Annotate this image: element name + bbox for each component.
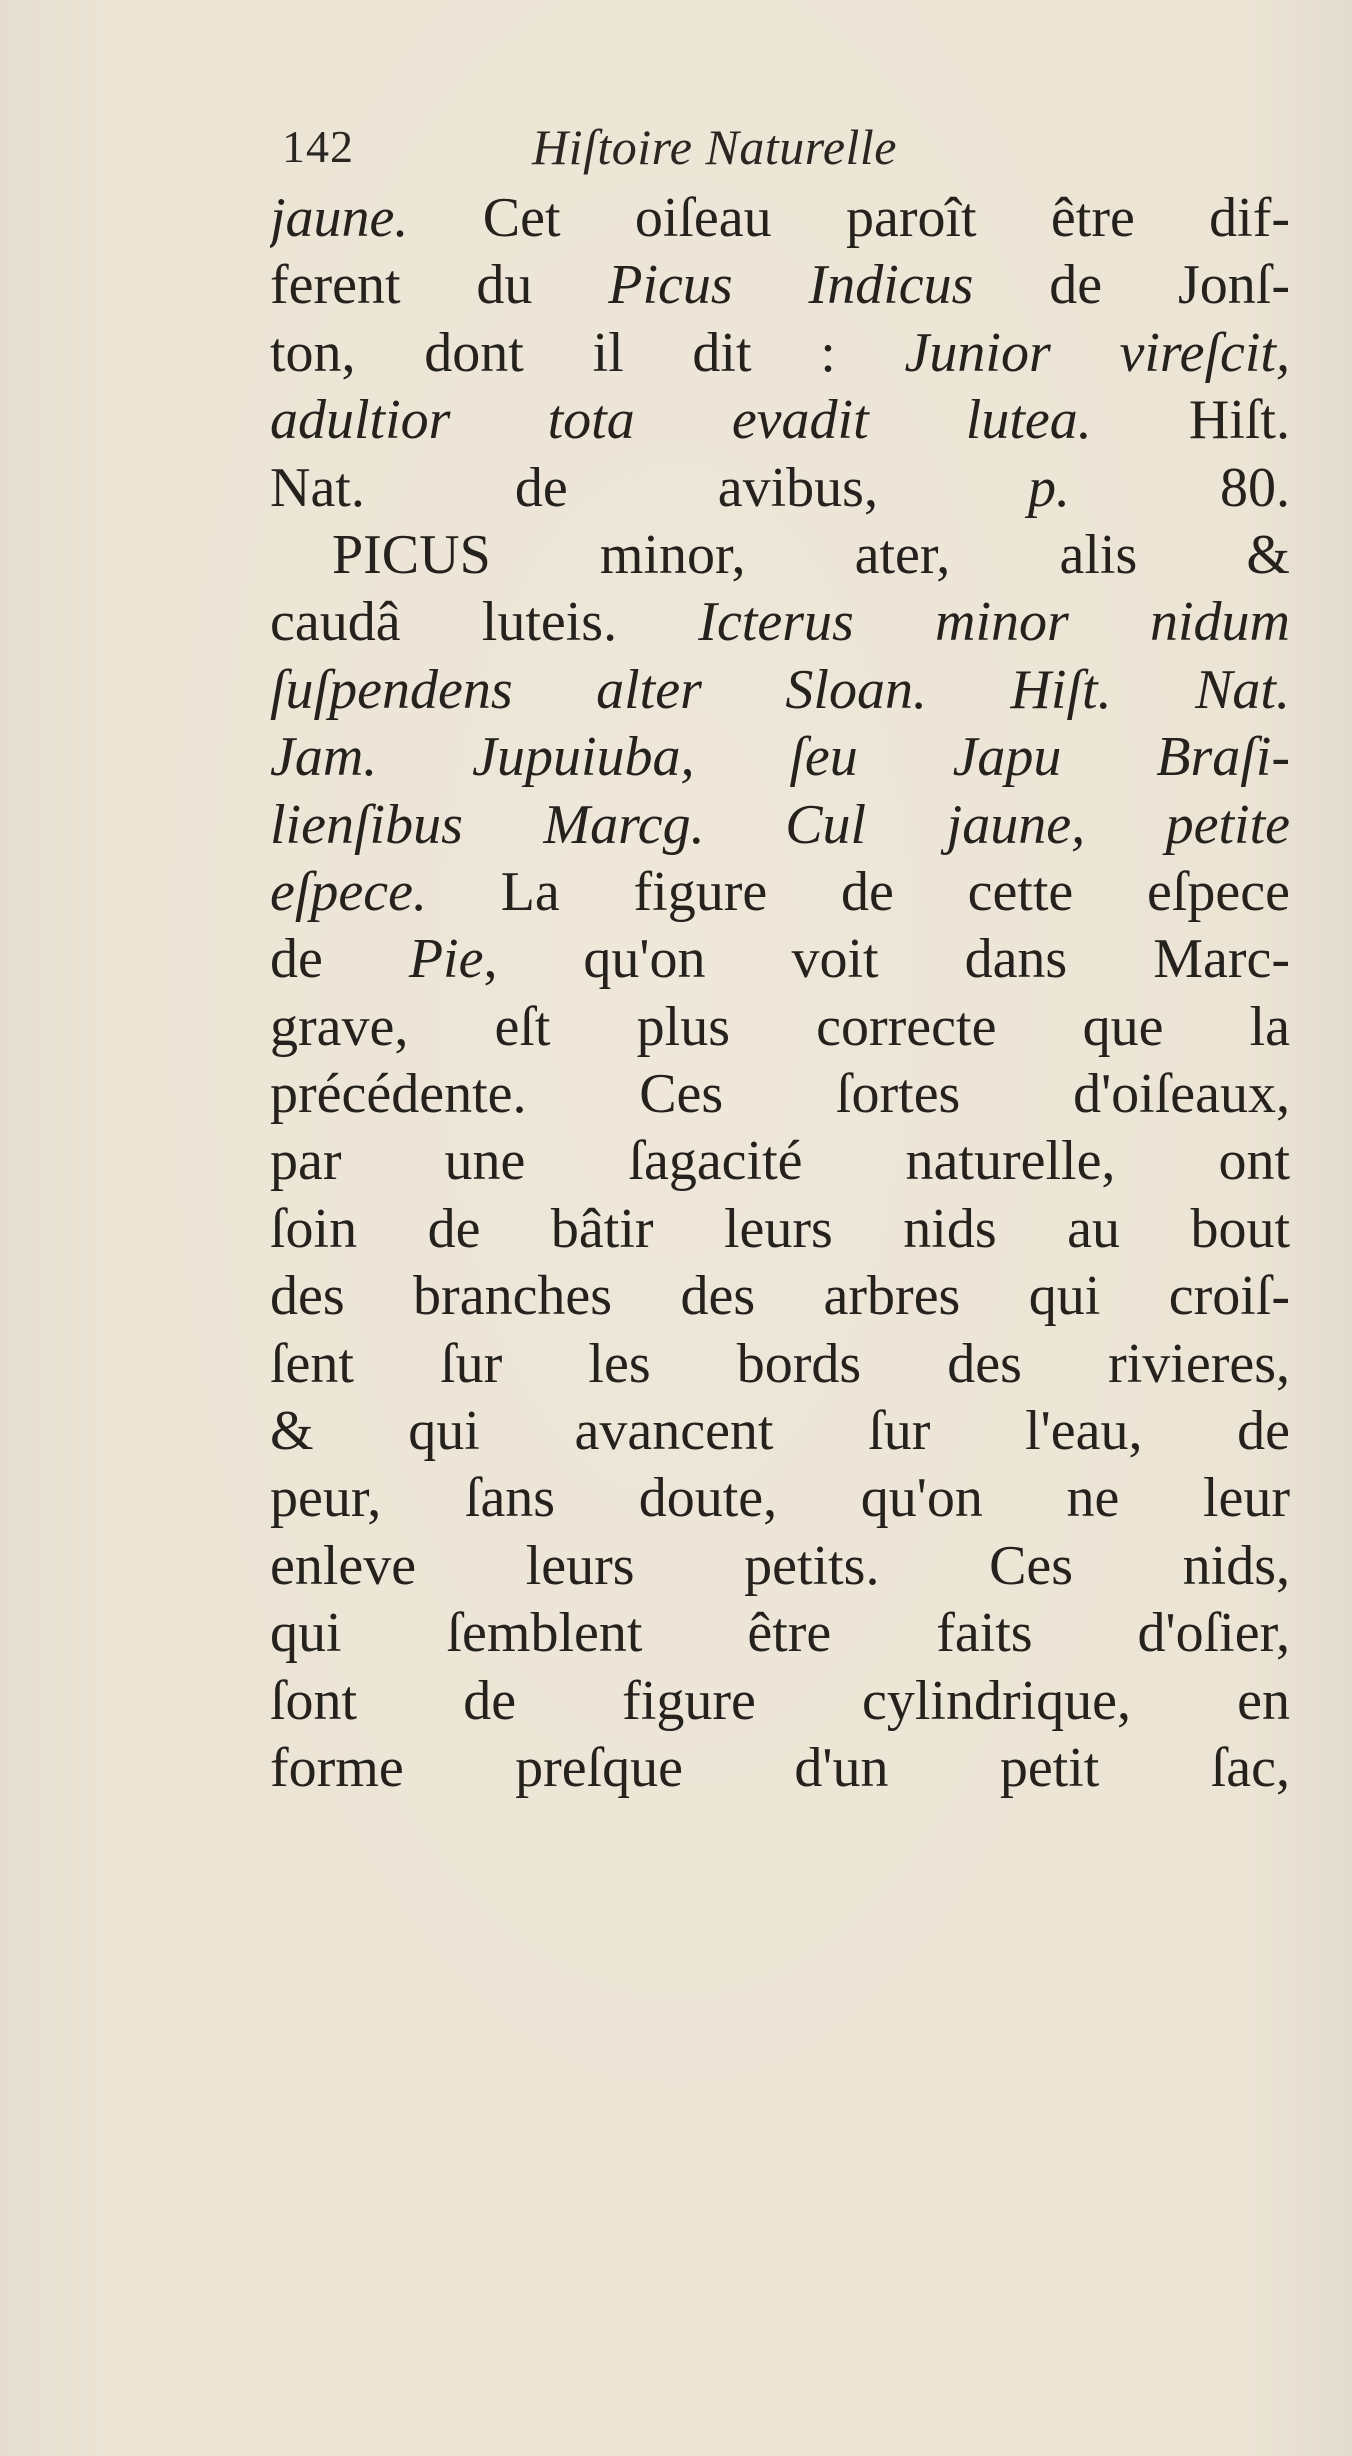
text-line xyxy=(270,994,1290,1061)
text-line xyxy=(270,1600,1290,1667)
text-line xyxy=(270,926,1290,993)
text-run: forme preſque d'un petit ſac, xyxy=(270,1736,1290,1799)
text-run: , qu'on voit dans Marc- xyxy=(483,928,1290,991)
text-run: ſont de figure cylindrique, en xyxy=(270,1669,1290,1732)
text-line xyxy=(270,1533,1290,1600)
text-line xyxy=(270,252,1290,319)
text-run: de xyxy=(270,928,409,991)
text-run: & qui avancent ſur l'eau, de xyxy=(270,1400,1290,1463)
text-run: peur, ſans doute, qu'on ne leur xyxy=(270,1467,1290,1530)
text-line xyxy=(270,320,1290,387)
italic-text-run: lienſibus Marcg. Cul jaune, petite xyxy=(270,793,1290,856)
text-run: ſent ſur les bords des rivieres, xyxy=(270,1332,1290,1395)
italic-text-run: Icterus minor nidum xyxy=(698,591,1290,654)
text-line xyxy=(270,1331,1290,1398)
text-run: 80. xyxy=(1069,456,1290,519)
text-run: qui ſemblent être faits d'oſier, xyxy=(270,1602,1290,1665)
text-line xyxy=(270,185,1290,252)
text-line xyxy=(270,724,1290,791)
text-run: ferent du xyxy=(270,254,609,317)
italic-text-run: Junior vireſcit, xyxy=(904,321,1290,384)
text-run: Cet oiſeau paroît être dif- xyxy=(408,187,1290,249)
italic-text-run: Picus Indicus xyxy=(608,254,974,317)
text-line xyxy=(270,1263,1290,1330)
text-line xyxy=(270,1465,1290,1532)
page-header xyxy=(282,112,1182,182)
body-text xyxy=(270,185,1290,1802)
text-run: des branches des arbres qui croiſ- xyxy=(270,1265,1290,1328)
italic-text-run: Jam. Jupuiuba, ſeu Japu Braſi- xyxy=(270,726,1290,789)
text-line xyxy=(270,859,1290,926)
text-line xyxy=(270,792,1290,859)
text-line xyxy=(270,589,1290,656)
text-line xyxy=(270,522,1290,589)
text-run: caudâ luteis. xyxy=(270,591,699,654)
text-line xyxy=(270,387,1290,454)
text-run: ton, dont il dit : xyxy=(270,321,905,384)
text-line xyxy=(270,455,1290,522)
text-run: de Jonſ- xyxy=(973,254,1290,317)
text-line xyxy=(270,1398,1290,1465)
text-run: Nat. de avibus, xyxy=(270,456,1028,519)
text-line xyxy=(270,1735,1290,1802)
text-run: PICUS minor, ater, alis & xyxy=(332,523,1290,586)
text-line xyxy=(270,1128,1290,1195)
page-number: 142 xyxy=(282,121,354,172)
text-run: enleve leurs petits. Ces nids, xyxy=(270,1534,1290,1597)
text-run: grave, eſt plus correcte que la xyxy=(270,995,1290,1058)
text-run: ſoin de bâtir leurs nids au bout xyxy=(270,1197,1290,1260)
italic-text-run: adultior tota evadit lutea. xyxy=(270,389,1092,452)
italic-text-run: jaune. xyxy=(270,187,409,249)
text-line xyxy=(270,1196,1290,1263)
text-run: par une ſagacité naturelle, ont xyxy=(270,1130,1290,1193)
text-line xyxy=(270,1061,1290,1128)
text-line xyxy=(270,1668,1290,1735)
running-title: Hiſtoire Naturelle xyxy=(532,119,897,175)
italic-text-run: eſpece. xyxy=(270,860,427,923)
italic-text-run: ſuſpendens alter Sloan. Hiſt. Nat. xyxy=(270,658,1290,721)
text-run: précédente. Ces ſortes d'oiſeaux, xyxy=(270,1063,1290,1126)
text-line xyxy=(270,657,1290,724)
italic-text-run: Pie xyxy=(408,928,484,991)
text-run: La figure de cette eſpece xyxy=(426,860,1290,923)
italic-text-run: p. xyxy=(1027,456,1070,519)
text-run: Hiſt. xyxy=(1091,389,1290,452)
